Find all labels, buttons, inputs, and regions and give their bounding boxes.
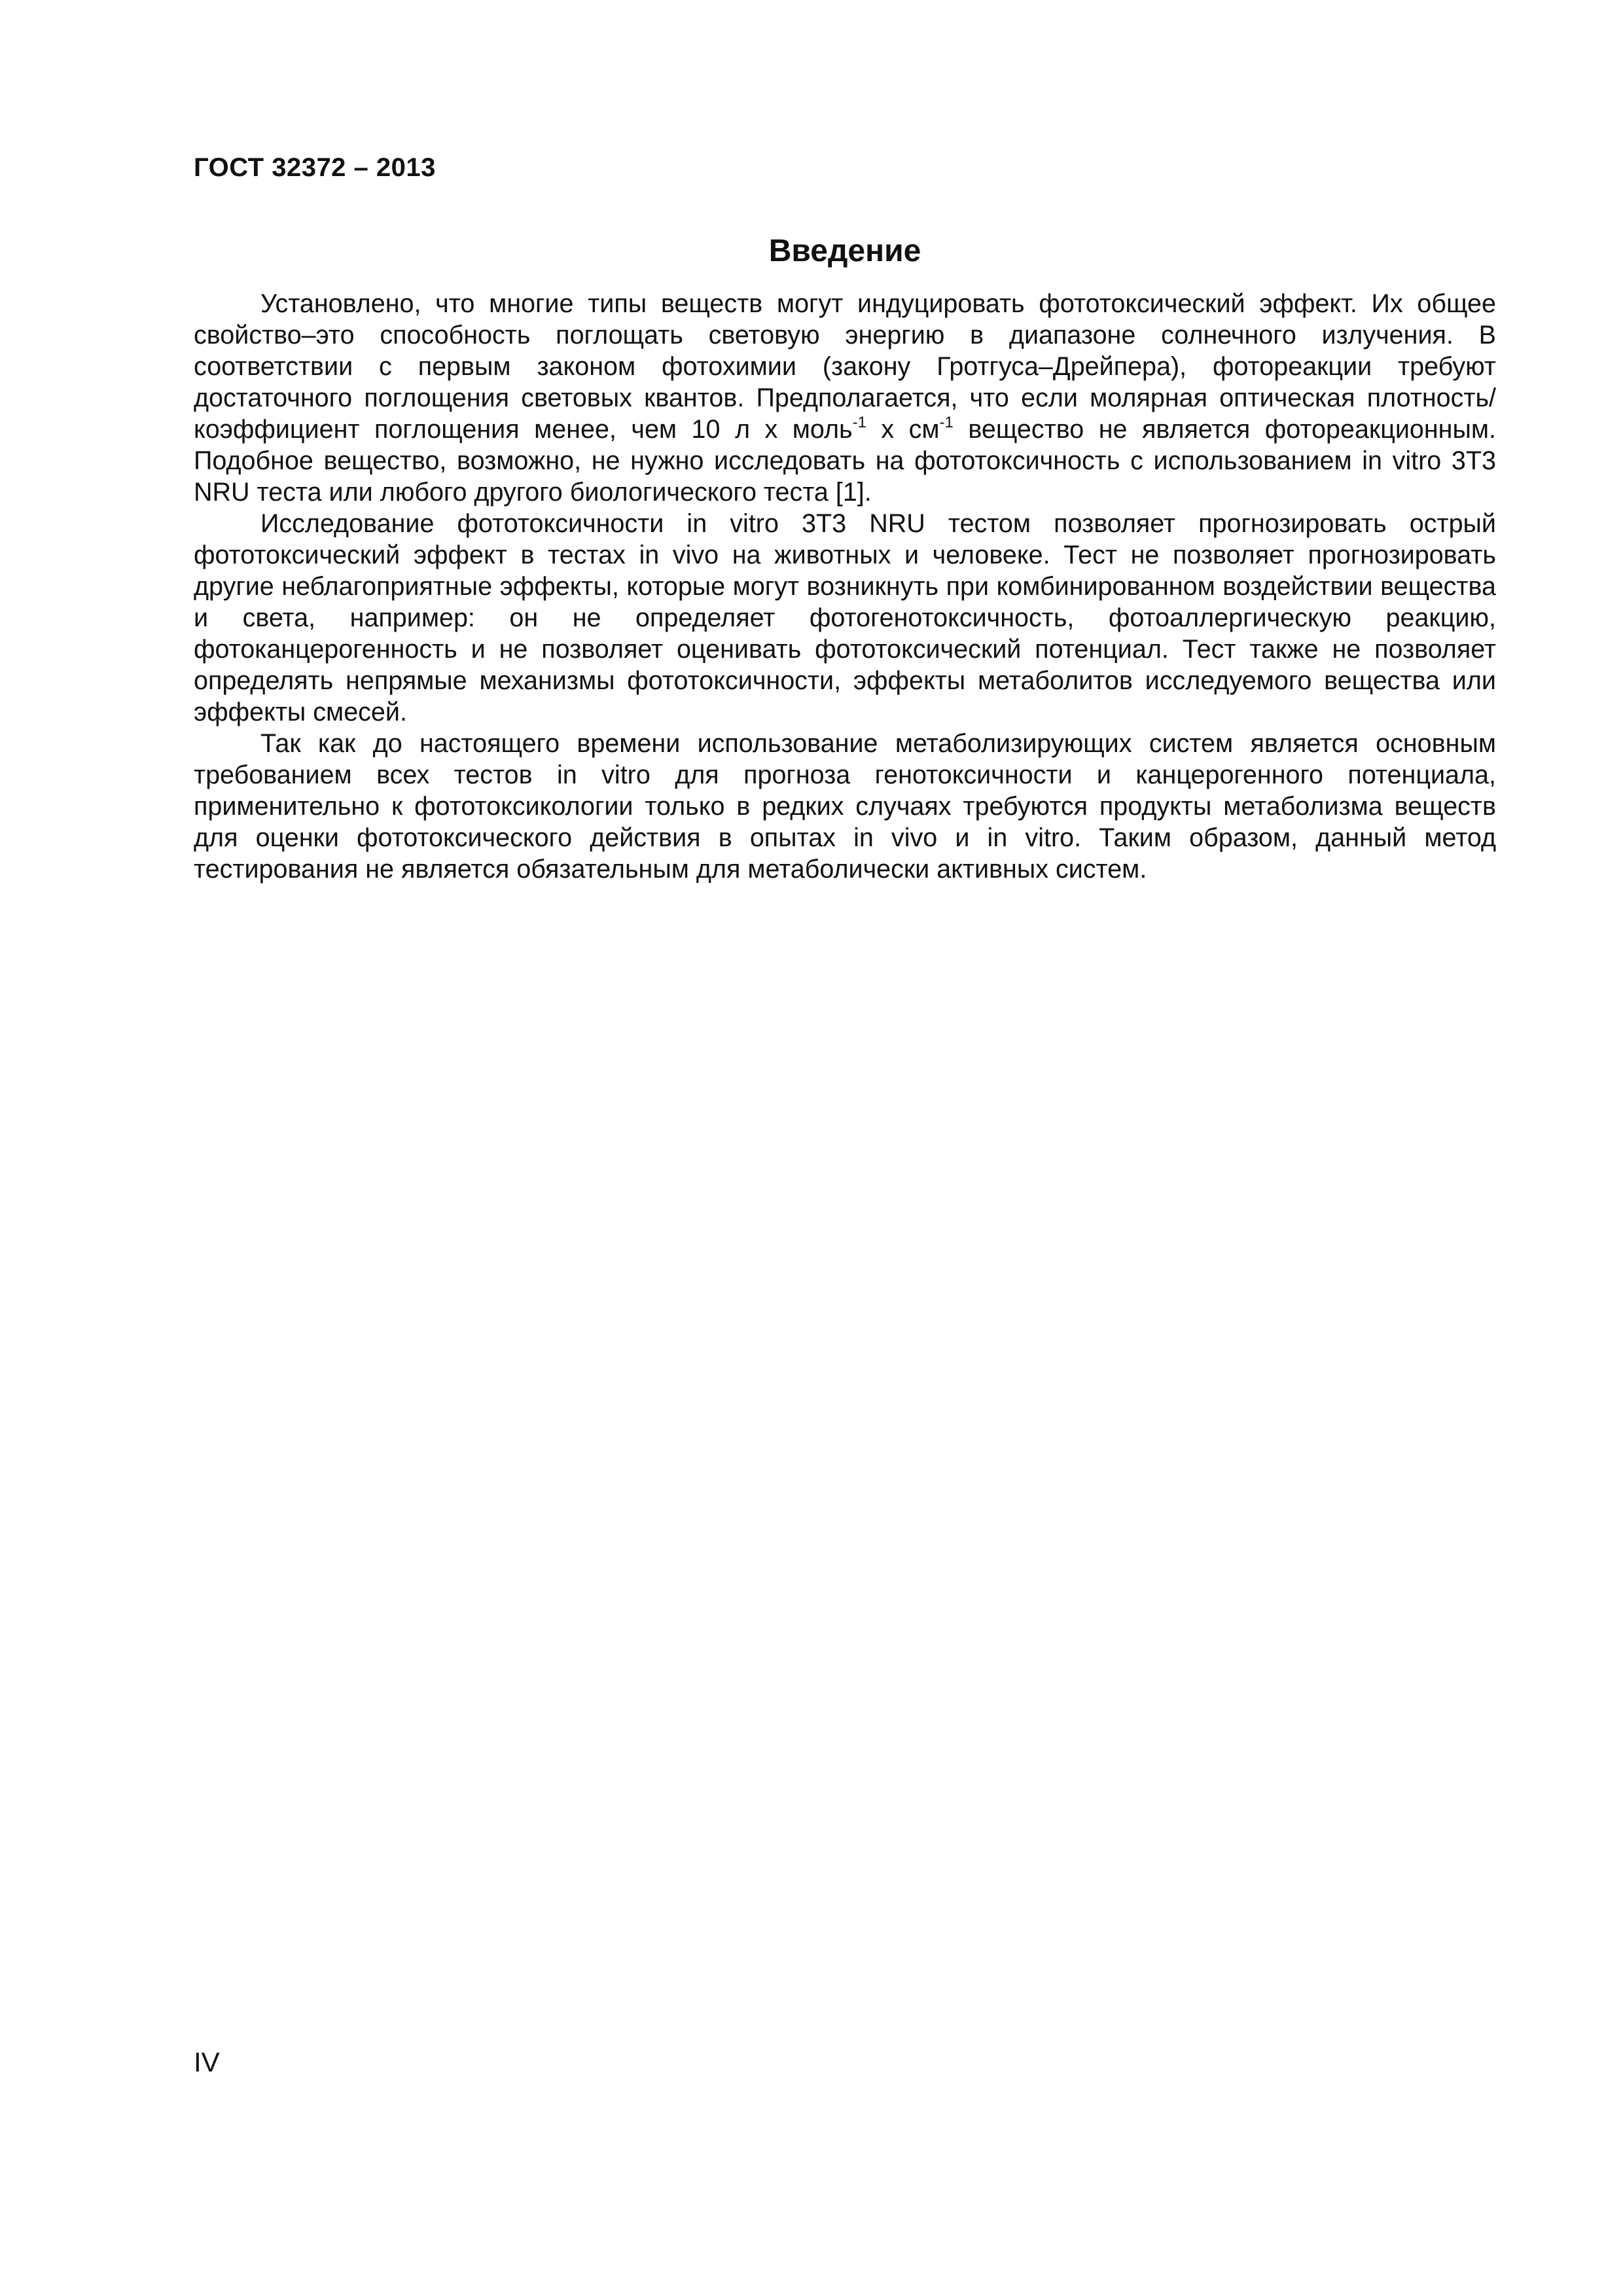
page-number: IV <box>194 2047 220 2077</box>
body-text <box>194 288 1496 885</box>
paragraph-1-part-1: Установлено, что многие типы веществ могут индуцировать фототоксический эффект. Их общее свойство–это способность поглощать световую энергию в диапазоне солнечного излучения. В соответствии с первым законом фотохимии (закону Гротгуса–Дрейпера), фотореакции требуют достаточного поглощения световых квантов. Предполагается, что если молярная оптическая плотность/коэффициент поглощения менее, чем 10 л х моль <box>194 289 1496 444</box>
paragraph-3: Так как до настоящего времени использование метаболизирующих систем является основным требованием всех тестов in vitro для прогноза генотоксичности и канцерогенного потенциала, применительно к фототоксикологии только в редких случаях требуются продукты метаболизма веществ для оценки фототоксического действия в опытах in vivo и in vitro. Таким образом, данный метод тестирования не является обязательным для метаболически активных систем. <box>194 729 1496 884</box>
superscript-2: -1 <box>939 414 954 431</box>
document-header: ГОСТ 32372 – 2013 <box>194 153 436 182</box>
superscript-1: -1 <box>852 414 866 431</box>
paragraph-1-part-3: вещество не является фотореакционным. Подобное вещество, возможно, не нужно исследовать на фототоксичность с использованием in vitro 3T3 NRU теста или любого другого биологического теста [1]. <box>194 415 1496 507</box>
paragraph-1 <box>194 288 1496 508</box>
section-title: Введение <box>768 234 921 268</box>
paragraph-2: Исследование фототоксичности in vitro 3T3 NRU тестом позволяет прогнозировать острый фототоксический эффект в тестах in vivo на животных и человеке. Тест не позволяет прогнозировать другие неблагоприятные эффекты, которые могут возникнуть при комбинированном воздействии вещества и света, например: он не определяет фотогенотоксичность, фотоаллергическую реакцию, фотоканцерогенность и не позволяет оценивать фототоксический потенциал. Тест также не позволяет определять непрямые механизмы фототоксичности, эффекты метаболитов исследуемого вещества или эффекты смесей. <box>194 509 1496 726</box>
paragraph-1-part-2: х см <box>866 415 940 444</box>
